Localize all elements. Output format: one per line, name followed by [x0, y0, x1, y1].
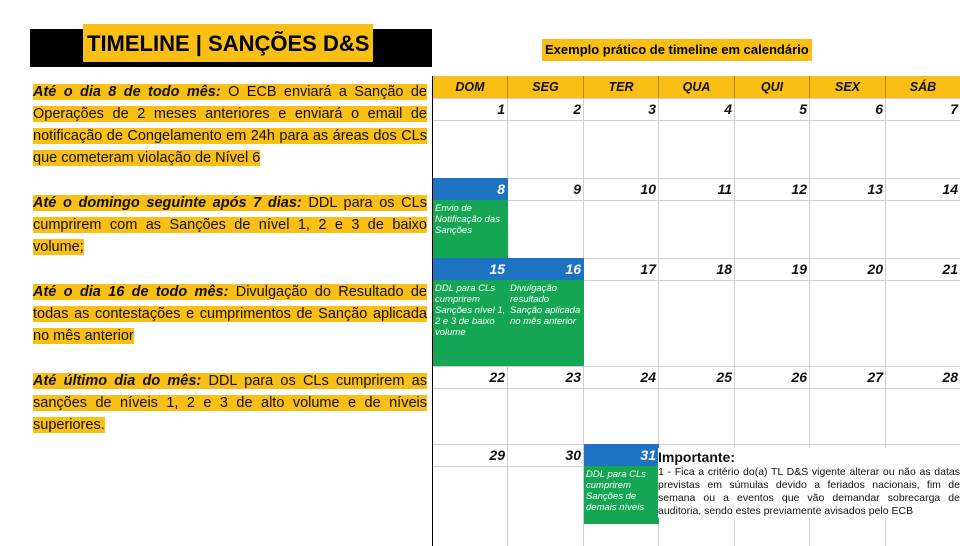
day-number-13: 13	[867, 181, 883, 197]
day-number-27: 27	[867, 369, 883, 385]
day-number-24: 24	[640, 369, 656, 385]
day-number-25: 25	[716, 369, 732, 385]
event-day-15: DDL para CLs cumprirem Sanções nível 1, 2 e 3 de baixo volume	[433, 280, 508, 366]
event-day-31: DDL para CLs cumprirem Sanções de demais níveis	[584, 466, 659, 524]
day-header-dom: DOM	[433, 76, 508, 98]
row-line	[433, 120, 960, 121]
day-header-qui: QUI	[735, 76, 810, 98]
day-number-12: 12	[791, 181, 807, 197]
day-number-28: 28	[942, 369, 958, 385]
day-number-7: 7	[950, 101, 958, 117]
section-text: DDL para os CLs cumprirem com as Sanções de nível 1, 2 e 3 de baixo volume;	[33, 195, 427, 255]
calendar-title: Exemplo prático de timeline em calendário	[542, 39, 812, 61]
day-header-ter: TER	[584, 76, 659, 98]
day-number-2: 2	[573, 101, 581, 117]
day-header-sex: SEX	[810, 76, 886, 98]
section-day-8	[33, 81, 427, 169]
day-number-9: 9	[573, 181, 581, 197]
day-number-18: 18	[716, 261, 732, 277]
event-day-8: Envio de Notificação das Sanções	[433, 200, 508, 258]
day-number-19: 19	[791, 261, 807, 277]
day-number-17: 17	[640, 261, 656, 277]
section-lead: Até o dia 16 de todo mês:	[33, 284, 229, 300]
day-number-22: 22	[489, 369, 505, 385]
day-number-23: 23	[565, 369, 581, 385]
day-number-16: 16	[508, 258, 584, 280]
section-text: DDL para os CLs cumprirem as sanções de níveis 1, 2 e 3 de alto volume e de níveis superiores.	[33, 373, 427, 433]
row-line	[433, 388, 960, 389]
important-text: 1 - Fica a critério do(a) TL D&S vigente alterar ou não as datas previstas em súmulas devido a feriados nacionais, fim de semana ou a eventos que vão demandar sobrecarga de auditoria, sendo estes previamente avisados pelo ECB	[658, 466, 960, 517]
event-day-16: Divulgação resultado Sanção aplicada no mês anterior	[508, 280, 584, 366]
day-number-26: 26	[791, 369, 807, 385]
section-next-sunday	[33, 192, 427, 258]
day-header-qua: QUA	[659, 76, 735, 98]
day-number-14: 14	[942, 181, 958, 197]
row-line	[433, 200, 960, 201]
section-lead: Até o dia 8 de todo mês:	[33, 84, 221, 100]
day-number-29: 29	[489, 447, 505, 463]
day-header-sáb: SÁB	[886, 76, 960, 98]
day-number-4: 4	[724, 101, 732, 117]
day-number-8: 8	[433, 178, 508, 200]
page-title: TIMELINE | SANÇÕES D&S	[83, 24, 373, 62]
section-lead: Até último dia do mês:	[33, 373, 202, 389]
day-number-5: 5	[799, 101, 807, 117]
day-number-6: 6	[875, 101, 883, 117]
section-text: O ECB enviará a Sanção de Operações de 2 meses anteriores e enviará o email de notificação de Congelamento em 24h para as áreas dos CLs que cometeram violação de Nível 6	[33, 84, 427, 166]
day-number-11: 11	[717, 181, 732, 197]
section-day-16	[33, 281, 427, 347]
section-lead: Até o domingo seguinte após 7 dias:	[33, 195, 302, 211]
day-number-31: 31	[584, 444, 659, 466]
important-title: Importante:	[658, 449, 735, 465]
day-number-15: 15	[433, 258, 508, 280]
day-number-10: 10	[640, 181, 656, 197]
day-number-21: 21	[942, 261, 958, 277]
day-number-1: 1	[497, 101, 505, 117]
day-number-30: 30	[565, 447, 581, 463]
day-number-3: 3	[648, 101, 656, 117]
day-header-seg: SEG	[508, 76, 584, 98]
section-text: Divulgação do Resultado de todas as contestações e cumprimentos de Sanção aplicada no mês anterior	[33, 284, 427, 344]
day-number-20: 20	[867, 261, 883, 277]
section-last-day	[33, 370, 427, 436]
important-note	[658, 448, 960, 518]
